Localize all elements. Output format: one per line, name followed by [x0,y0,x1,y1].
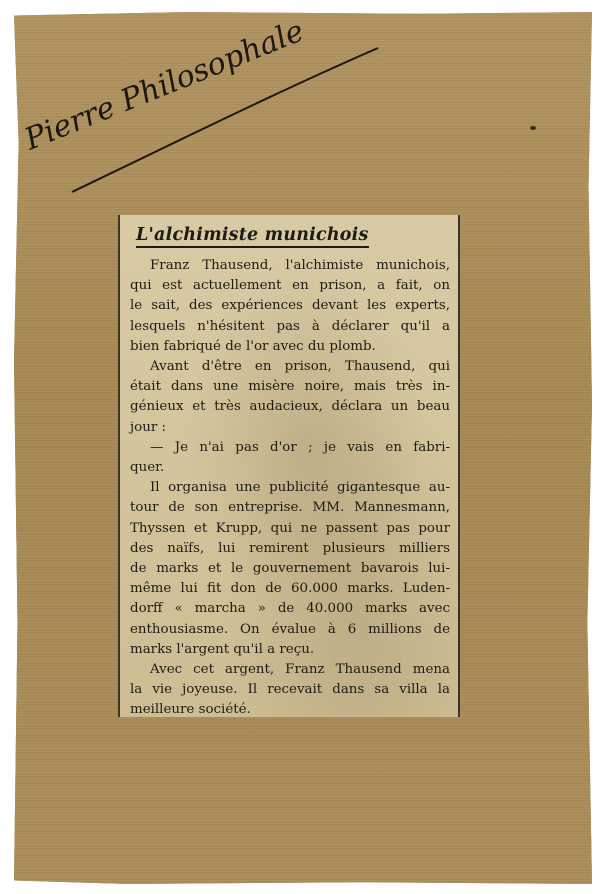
text-line: bien fabriqué de l'or avec du plomb. [130,338,376,354]
text-line: Avec cet argent, Franz Thausend mena [150,662,450,678]
text-line: même lui fit don de 60.000 marks. Luden- [130,581,450,597]
newspaper-clipping [118,215,460,717]
article-paragraph-4 [130,478,450,660]
text-line: enthousiasme. On évalue à 6 millions de [130,621,450,637]
text-line: génieux et très audacieux, déclara un beau [130,399,450,415]
text-line: des naïfs, lui remirent plusieurs milliers [130,540,450,556]
text-line: lesquels n'hésitent pas à déclarer qu'il a [130,318,450,334]
article-title: L'alchimiste munichois [136,225,369,248]
article-paragraph-1 [130,256,450,357]
text-line: qui est actuellement en prison, a fait, on [130,278,450,294]
text-line: Il organisa une publicité gigantesque au- [150,480,450,496]
article-paragraph-2 [130,357,450,438]
text-line: meilleure société. [130,702,251,718]
text-line: le sait, des expériences devant les experts, [130,298,450,314]
text-line: quer. [130,460,165,476]
handwritten-annotation [0,0,611,210]
text-line: — Je n'ai pas d'or ; je vais en fabri- [150,439,450,455]
article-paragraph-3 [130,438,450,478]
text-line: jour : [130,419,167,435]
text-line: de marks et le gouvernement bavarois lui- [130,561,450,577]
text-line: Thyssen et Krupp, qui ne passent pas pour [130,520,450,536]
text-line: la vie joyeuse. Il recevait dans sa villa la [130,682,450,698]
text-line: marks l'argent qu'il a reçu. [130,641,315,657]
text-line: Franz Thausend, l'alchimiste munichois, [150,258,450,273]
text-line: Avant d'être en prison, Thausend, qui [150,359,450,375]
text-line: dorff « marcha » de 40.000 marks avec [130,601,450,617]
article-body [130,256,450,721]
text-line: était dans une misère noire, mais très in- [130,379,450,395]
handwritten-note-text: Pierre Philosophale [19,13,309,158]
article-paragraph-5 [130,660,450,721]
text-line: tour de son entreprise. MM. Mannesmann, [130,500,450,516]
